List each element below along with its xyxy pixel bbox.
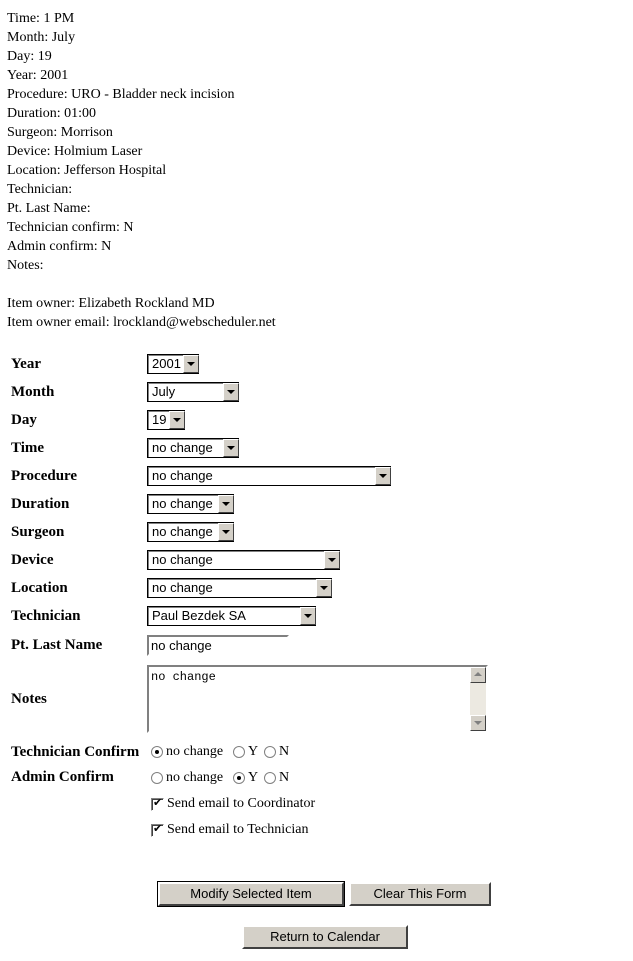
day-select[interactable] <box>147 410 185 430</box>
admin-confirm-label: Admin Confirm <box>11 769 114 785</box>
modify-selected-item-button[interactable]: Modify Selected Item <box>158 882 344 906</box>
technician-select[interactable] <box>147 606 316 626</box>
summary-technician-confirm: Technician confirm: N <box>7 220 134 235</box>
technician-confirm-label: Technician Confirm <box>11 744 140 760</box>
technician-label: Technician <box>11 608 81 624</box>
scroll-down-icon[interactable] <box>470 715 486 731</box>
chevron-down-icon[interactable] <box>169 411 185 429</box>
notes-label: Notes <box>11 691 47 707</box>
scroll-up-icon[interactable] <box>470 667 486 683</box>
summary-pt-last-name: Pt. Last Name: <box>7 201 91 216</box>
admin-confirm-no-change-text: no change <box>166 770 224 785</box>
notes-textarea-value: no change <box>151 670 216 684</box>
summary-year: Year: 2001 <box>7 68 69 83</box>
year-select-value: 2001 <box>152 356 181 371</box>
clear-form-button[interactable]: Clear This Form <box>349 882 491 906</box>
email-coordinator-label: Send email to Coordinator <box>167 796 316 811</box>
notes-scrollbar[interactable] <box>470 667 486 731</box>
email-technician-checkbox[interactable] <box>151 824 164 837</box>
pt-last-name-input[interactable]: no change <box>147 635 289 656</box>
device-select[interactable] <box>147 550 340 570</box>
admin-confirm-y-radio[interactable] <box>233 772 245 784</box>
chevron-down-icon[interactable] <box>375 467 391 485</box>
technician-confirm-no-change-radio[interactable] <box>151 746 163 758</box>
surgeon-label: Surgeon <box>11 524 65 540</box>
technician-confirm-y-text: Y <box>248 744 259 759</box>
time-select-value: no change <box>152 440 213 455</box>
summary-technician: Technician: <box>7 182 73 197</box>
month-select-value: July <box>152 384 176 399</box>
email-technician-label: Send email to Technician <box>167 822 309 837</box>
summary-item-owner-email: Item owner email: lrockland@webscheduler.net <box>7 315 276 330</box>
chevron-down-icon[interactable] <box>218 495 234 513</box>
summary-spacer <box>7 275 276 294</box>
admin-confirm-y-text: Y <box>248 770 259 785</box>
location-select[interactable] <box>147 578 332 598</box>
chevron-down-icon[interactable] <box>324 551 340 569</box>
summary-procedure: Procedure: URO - Bladder neck incision <box>7 87 235 102</box>
year-label: Year <box>11 356 41 372</box>
summary-time: Time: 1 PM <box>7 11 75 26</box>
month-select[interactable] <box>147 382 239 402</box>
summary-duration: Duration: 01:00 <box>7 106 97 121</box>
technician-confirm-n-radio[interactable] <box>264 746 276 758</box>
admin-confirm-n-text: N <box>279 770 290 785</box>
summary-location: Location: Jefferson Hospital <box>7 163 167 178</box>
time-label: Time <box>11 440 45 456</box>
device-select-value: no change <box>152 552 213 567</box>
admin-confirm-no-change-radio[interactable] <box>151 772 163 784</box>
day-label: Day <box>11 412 37 428</box>
technician-confirm-no-change-text: no change <box>166 744 224 759</box>
item-summary <box>7 9 276 332</box>
chevron-down-icon[interactable] <box>183 355 199 373</box>
summary-device: Device: Holmium Laser <box>7 144 143 159</box>
summary-item-owner: Item owner: Elizabeth Rockland MD <box>7 296 215 311</box>
procedure-select[interactable] <box>147 466 391 486</box>
summary-day: Day: 19 <box>7 49 52 64</box>
chevron-down-icon[interactable] <box>300 607 316 625</box>
technician-confirm-y-radio[interactable] <box>233 746 245 758</box>
chevron-down-icon[interactable] <box>223 383 239 401</box>
summary-surgeon: Surgeon: Morrison <box>7 125 113 140</box>
month-label: Month <box>11 384 55 400</box>
location-select-value: no change <box>152 580 213 595</box>
location-label: Location <box>11 580 68 596</box>
chevron-down-icon[interactable] <box>316 579 332 597</box>
admin-confirm-n-radio[interactable] <box>264 772 276 784</box>
surgeon-select-value: no change <box>152 524 213 539</box>
procedure-select-value: no change <box>152 468 213 483</box>
summary-notes: Notes: <box>7 258 44 273</box>
duration-select-value: no change <box>152 496 213 511</box>
year-select[interactable] <box>147 354 199 374</box>
chevron-down-icon[interactable] <box>223 439 239 457</box>
chevron-down-icon[interactable] <box>218 523 234 541</box>
email-coordinator-checkbox[interactable] <box>151 798 164 811</box>
procedure-label: Procedure <box>11 468 78 484</box>
summary-month: Month: July <box>7 30 76 45</box>
technician-confirm-n-text: N <box>279 744 290 759</box>
time-select[interactable] <box>147 438 239 458</box>
surgeon-select[interactable] <box>147 522 234 542</box>
device-label: Device <box>11 552 54 568</box>
day-select-value: 19 <box>152 412 167 427</box>
return-to-calendar-button[interactable]: Return to Calendar <box>242 925 408 949</box>
summary-admin-confirm: Admin confirm: N <box>7 239 112 254</box>
duration-select[interactable] <box>147 494 234 514</box>
technician-select-value: Paul Bezdek SA <box>152 608 246 623</box>
pt-last-name-label: Pt. Last Name <box>11 637 103 653</box>
duration-label: Duration <box>11 496 70 512</box>
notes-textarea[interactable] <box>147 665 488 733</box>
